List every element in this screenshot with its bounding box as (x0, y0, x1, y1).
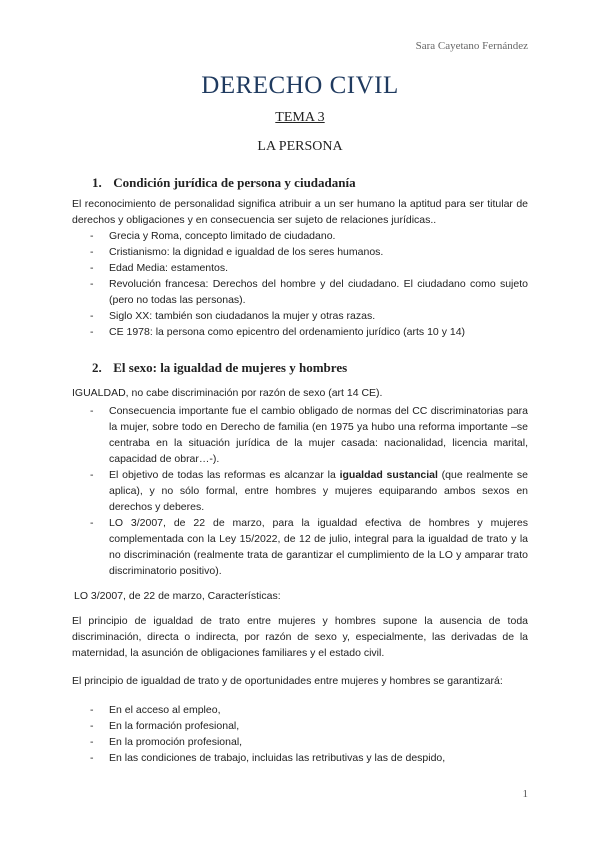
section-1-list (72, 228, 528, 340)
equality-principle-paragraph: El principio de igualdad de trato entre mujeres y hombres supone la ausencia de toda discriminación, directa o indirecta, por razón de sexo y, especialmente, las derivadas de la maternidad, la asunción de obligaciones familiares y el estado civil. (72, 615, 528, 659)
list-item: - Cristianismo: la dignidad e igualdad de los seres humanos. (72, 244, 528, 260)
list-item: - En la formación profesional, (72, 718, 528, 734)
section-1-heading (92, 175, 356, 191)
bold-term: igualdad sustancial (339, 469, 438, 481)
list-item: - Revolución francesa: Derechos del hombre y del ciudadano. El ciudadano como sujeto (pero no todas las personas). (72, 276, 528, 308)
section-1-number: 1. (92, 175, 102, 190)
page-number: 1 (522, 788, 528, 800)
section-2-number: 2. (92, 360, 102, 375)
list-item: - En las condiciones de trabajo, incluidas las retributivas y las de despido, (72, 750, 528, 766)
section-2-heading (92, 360, 347, 376)
list-item: - En el acceso al empleo, (72, 702, 528, 718)
section-1-intro: El reconocimiento de personalidad significa atribuir a un ser humano la aptitud para ser titular de derechos y obligaciones y en consecuencia ser sujeto de relaciones jurídicas.. (72, 198, 528, 226)
list-item: - Siglo XX: también son ciudadanos la mujer y otras razas. (72, 308, 528, 324)
list-item-text: El objetivo de todas las reformas es alcanzar la (109, 469, 340, 481)
section-1-title: Condición jurídica de persona y ciudadanía (113, 175, 356, 190)
topic-subtitle: LA PERSONA (257, 139, 343, 154)
section-2-title: El sexo: la igualdad de mujeres y hombres (113, 360, 348, 375)
list-item: - LO 3/2007, de 22 de marzo, para la igualdad efectiva de hombres y mujeres complementada con la Ley 15/2022, de 12 de julio, integral para la igualdad de trato y la no discriminación (realmente trata de garantizar el cumplimiento de la LO y amparar trato discriminatorio positivo). (72, 515, 528, 579)
list-item (72, 467, 528, 515)
section-2-list (72, 403, 528, 579)
list-item-text: (que realmente se aplica), y no sólo formal, entre hombres y mujeres equiparando ambos sexos en derechos y deberes. (109, 469, 528, 513)
list-item: - En la promoción profesional, (72, 734, 528, 750)
document-title: DERECHO CIVIL (201, 72, 399, 99)
lo-characteristics-title: LO 3/2007, de 22 de marzo, Características: (74, 590, 281, 602)
list-item: - Grecia y Roma, concepto limitado de ciudadano. (72, 228, 528, 244)
guarantee-paragraph: El principio de igualdad de trato y de oportunidades entre mujeres y hombres se garantizará: (72, 675, 503, 687)
topic-number: TEMA 3 (275, 110, 325, 125)
list-item: - Consecuencia importante fue el cambio obligado de normas del CC discriminatorias para la mujer, sobre todo en Derecho de familia (en 1975 ya hubo una reforma importante –se centraba en la situación jurídica de la mujer casada: nacionalidad, licencia marital, capacidad de obrar…-). (72, 403, 528, 467)
guarantees-list (72, 702, 528, 766)
list-item: - CE 1978: la persona como epicentro del ordenamiento jurídico (arts 10 y 14) (72, 324, 528, 340)
list-item: - Edad Media: estamentos. (72, 260, 528, 276)
document-author: Sara Cayetano Fernández (415, 40, 528, 52)
section-2-intro: IGUALDAD, no cabe discriminación por razón de sexo (art 14 CE). (72, 387, 383, 399)
